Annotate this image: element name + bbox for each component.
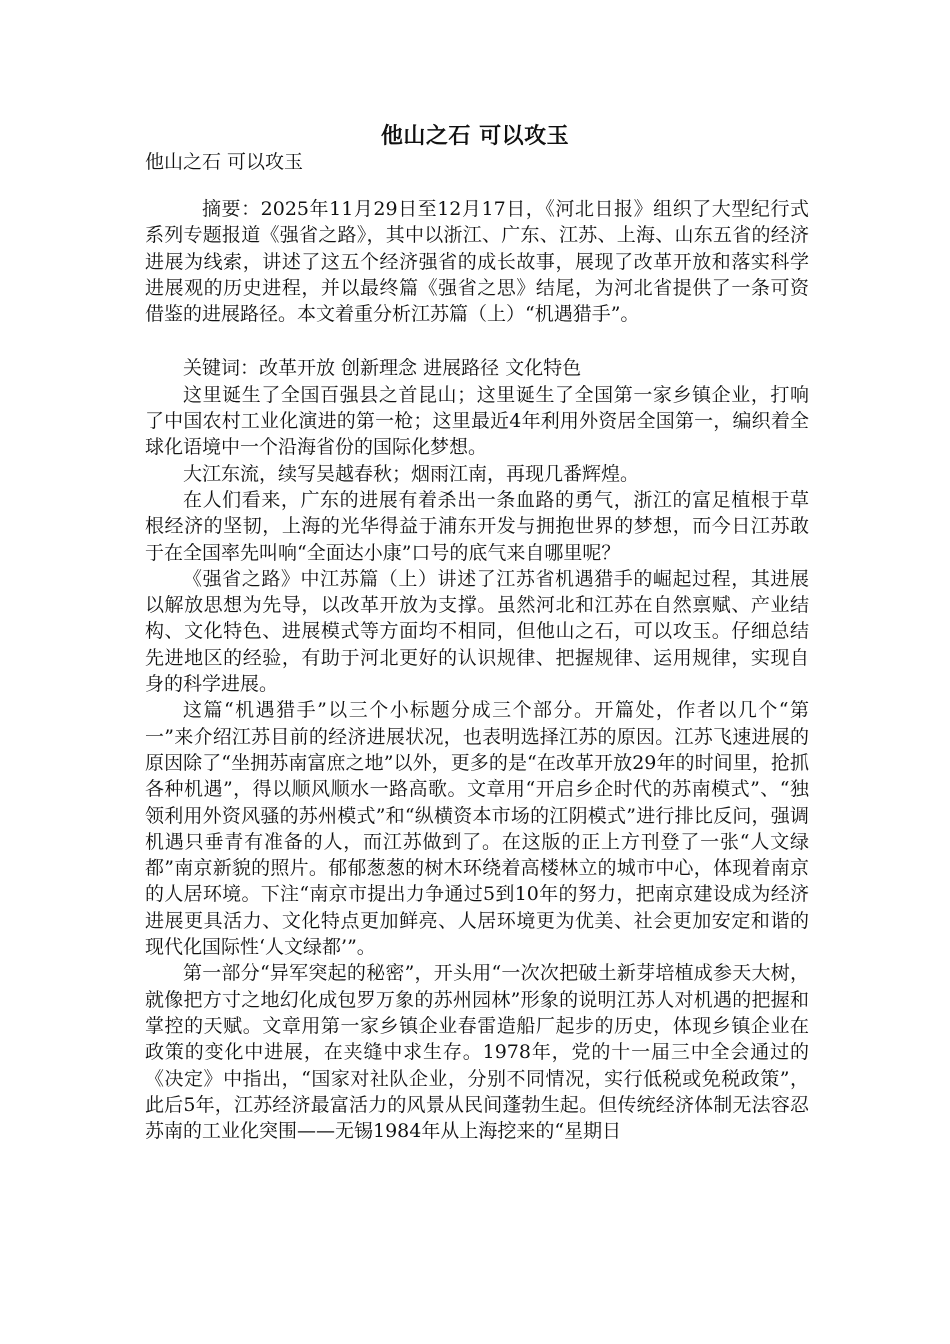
body-paragraph: 大江东流，续写吴越春秋；烟雨江南，再现几番辉煌。 (183, 462, 640, 485)
document-body (145, 196, 809, 1144)
body-paragraph: 这里诞生了全国百强县之首昆山；这里诞生了全国第一家乡镇企业，打响了中国农村工业化演进的第一枪；这里最近4年利用外资居全国第一，编织着全球化语境中一个沿海省份的国际化梦想。 (145, 383, 809, 459)
body-paragraph: 第一部分“异军突起的秘密”，开头用“一次次把破土新芽培植成参天大树，就像把方寸之地幻化成包罗万象的苏州园林”形象的说明江苏人对机遇的把握和掌控的天赋。文章用第一家乡镇企业春雷造船厂起步的历史，体现乡镇企业在政策的变化中进展，在夹缝中求生存。1978年，党的十一届三中全会通过的《决定》中指出，“国家对社队企业，分别不同情况，实行低税或免税政策”，此后5年，江苏经济最富活力的风景从民间蓬勃生起。但传统经济体制无法容忍苏南的工业化突围——无锡1984年从上海挖来的“星期日 (145, 962, 809, 1143)
document-title: 他山之石 可以攻玉 (380, 123, 570, 149)
body-paragraph: 这篇“机遇猎手”以三个小标题分成三个部分。开篇处，作者以几个“第一”来介绍江苏目前的经济进展状况，也表明选择江苏的原因。江苏飞速进展的原因除了“坐拥苏南富庶之地”以外，更多的是“在改革开放29年的时间里，抢抓各种机遇”，得以顺风顺水一路高歌。文章用“开启乡企时代的苏南模式”、“独领利用外资风骚的苏州模式”和“纵横资本市场的江阴模式”进行排比反问，强调机遇只垂青有准备的人，而江苏做到了。在这版的正上方刊登了一张“人文绿都”南京新貌的照片。郁郁葱葱的树木环绕着高楼林立的城市中心，体现着南京的人居环境。下注“南京市提出力争通过5到10年的努力，把南京建设成为经济进展更具活力、文化特点更加鲜亮、人居环境更为优美、社会更加安定和谐的现代化国际性‘人文绿都’”。 (145, 699, 809, 959)
body-paragraph: 在人们看来，广东的进展有着杀出一条血路的勇气，浙江的富足植根于草根经济的坚韧，上海的光华得益于浦东开发与拥抱世界的梦想，而今日江苏敢于在全国率先叫响“全面达小康”口号的底气来自哪里呢？ (145, 488, 809, 564)
document-subtitle: 他山之石 可以攻玉 (145, 151, 304, 173)
abstract-paragraph: 摘要：2025年11月29日至12月17日，《河北日报》组织了大型纪行式系列专题报道《强省之路》，其中以浙江、广东、江苏、上海、山东五省的经济进展为线索，讲述了这五个经济强省的成长故事，展现了改革开放和落实科学进展观的历史进程，并以最终篇《强省之思》结尾，为河北省提供了一条可资借鉴的进展路径。本文着重分析江苏篇（上）“机遇猎手”。 (145, 198, 809, 326)
body-paragraph: 《强省之路》中江苏篇（上）讲述了江苏省机遇猎手的崛起过程，其进展以解放思想为先导，以改革开放为支撑。虽然河北和江苏在自然禀赋、产业结构、文化特色、进展模式等方面均不相同，但他山之石，可以攻玉。仔细总结先进地区的经验，有助于河北更好的认识规律、把握规律、运用规律，实现自身的科学进展。 (145, 567, 809, 696)
keywords-paragraph: 关键词：改革开放 创新理念 进展路径 文化特色 (183, 357, 582, 380)
